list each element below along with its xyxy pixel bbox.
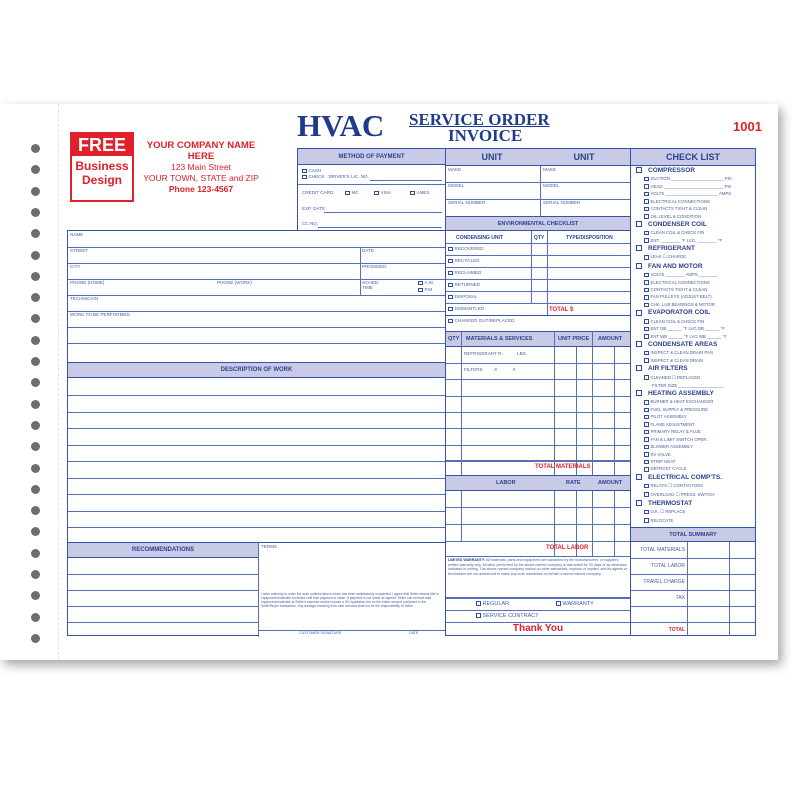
checklist-item[interactable]: BURNER & HEAT EXCHANGER	[636, 399, 752, 404]
col-line	[554, 331, 555, 556]
company-street: 123 Main Street	[170, 162, 231, 172]
checklist-item[interactable]: BLOWER ASSEMBLY	[636, 444, 752, 449]
checklist-heading[interactable]: COMPRESSOR	[636, 167, 752, 174]
service-contract-checkbox[interactable]: SERVICE CONTRACT	[476, 613, 539, 619]
recommendation-line	[68, 590, 258, 591]
condensing-unit-col: CONDENSING UNIT	[456, 235, 503, 241]
description-of-work-header: DESCRIPTION OF WORK	[68, 362, 445, 378]
credit-card-label: CREDIT CARD	[302, 190, 334, 195]
checklist-item[interactable]: CLEAN COIL & CHECK FIN	[636, 230, 752, 235]
checklist-item[interactable]: HEAD _________________________ PSI	[636, 184, 752, 189]
company-city: YOUR TOWN, STATE and ZIP	[143, 173, 259, 183]
rate-header: RATE	[566, 480, 581, 486]
free-design-logo	[70, 132, 134, 202]
material-line	[446, 460, 630, 461]
exp-date-field[interactable]: EXP. DATE	[302, 206, 326, 211]
material-line	[446, 445, 630, 446]
binding-hole	[31, 634, 40, 643]
checklist-item[interactable]: ELECTRICAL CONNECTIONS	[636, 280, 752, 285]
checklist-item[interactable]: FLAME ADJUSTMENT	[636, 422, 752, 427]
binding-hole	[31, 187, 40, 196]
terms-area[interactable]	[259, 542, 446, 636]
promised-field[interactable]: PROMISED	[362, 264, 387, 269]
company-phone: Phone 123-4567	[168, 184, 234, 194]
checklist-item[interactable]: INSPECT & CLEAN DRAIN	[636, 358, 752, 363]
checklist-item[interactable]: INSPECT & CLEAN DRAIN PAN	[636, 350, 752, 355]
description-line	[68, 478, 445, 479]
env-item-disposal[interactable]: DISPOSAL	[448, 294, 477, 299]
unit1-make-field[interactable]: MAKE	[448, 167, 462, 172]
checklist-item[interactable]: PILOT ASSEMBLY	[636, 414, 752, 419]
thank-you-text: Thank You	[512, 623, 564, 634]
checklist-item[interactable]: DEFROST CYCLE	[636, 466, 752, 471]
cc-number-field[interactable]: CC NO.	[302, 221, 319, 226]
total-summary-header: TOTAL SUMMARY	[631, 527, 755, 542]
summary-line	[631, 622, 755, 623]
summary-line	[631, 558, 755, 559]
checklist-header: CHECK LIST	[631, 149, 755, 166]
technician-field[interactable]: TECHNICIAN	[70, 296, 99, 301]
signature-date-field[interactable]: DATE	[409, 631, 419, 635]
logo-business: Business	[75, 159, 129, 173]
labor-line	[446, 524, 630, 525]
description-line	[68, 412, 445, 413]
total-materials-label: TOTAL MATERIALS	[535, 464, 591, 470]
description-line	[68, 428, 445, 429]
company-info	[136, 140, 266, 195]
checklist-item[interactable]: O.K. ☐ REPLACE	[636, 509, 752, 515]
checklist-item[interactable]: SUCTION ______________________ PSI	[636, 176, 752, 181]
environmental-header: ENVIRONMENTAL CHECKLIST	[446, 216, 630, 231]
recommendation-line	[68, 622, 258, 623]
checklist-heading[interactable]: FAN AND MOTOR	[636, 263, 752, 270]
service-order-title: SERVICE ORDER	[409, 110, 550, 129]
sched-time-field[interactable]: SCHED. TIME	[362, 280, 380, 290]
checklist-item[interactable]: ENT DB ______ °F LVG DB ______ °F	[636, 326, 752, 331]
checklist-item[interactable]: STRIP HEAT	[636, 459, 752, 464]
checklist-heading[interactable]: THERMOSTAT	[636, 500, 752, 507]
checklist-item[interactable]: CLEANED ☐ REPLACED	[636, 375, 752, 381]
binding-hole	[31, 613, 40, 622]
limited-warranty-text: LIMITED WARRANTY: All materials, parts and equipment are warranted by the manufacturers' or suppliers' written warranty only. All labor performed by the above named company is warranted for 30 days or as otherwise indicated in writing. The above named company makes no other warranties, express or implied, and its agents or technicians are not authorized to make any such warranties on behalf of above named company.	[448, 558, 628, 576]
description-line	[68, 461, 445, 462]
col-line	[461, 491, 462, 541]
env-item-dismantled[interactable]: DISMANTLED	[448, 306, 484, 311]
recommendations-header: RECOMMENDATIONS	[68, 542, 258, 558]
checklist-item[interactable]: CONTACTS TIGHT & CLEAN	[636, 206, 752, 211]
warranty-checkbox[interactable]: WARRANTY	[556, 601, 594, 607]
env-item-changed-out-replaced[interactable]: CHANGED OUT/REPLACED	[448, 318, 514, 323]
checklist-item[interactable]: RV VALVE	[636, 452, 752, 457]
description-line	[68, 511, 445, 512]
material-line	[446, 412, 630, 413]
terms-label: TERMS	[261, 544, 278, 549]
binding-hole	[31, 208, 40, 217]
regular-checkbox[interactable]: REGULAR	[476, 601, 509, 607]
checklist-item[interactable]: PRIMARY RELAY & FLUE	[636, 429, 752, 434]
city-field[interactable]: CITY	[70, 264, 81, 269]
row-line	[446, 255, 630, 256]
env-item-recovered[interactable]: RECOVERED	[448, 246, 484, 251]
checklist-heading[interactable]: EVAPORATOR COIL	[636, 309, 752, 316]
date-field[interactable]: DATE	[362, 248, 374, 253]
material-line	[446, 396, 630, 397]
labor-line	[446, 507, 630, 508]
binding-hole	[31, 144, 40, 153]
name-field[interactable]: NAME	[70, 232, 84, 237]
checklist-item[interactable]: VOLTS ________ AMPS ________	[636, 272, 752, 277]
unit2-make-field[interactable]: MAKE	[543, 167, 557, 172]
binding-hole	[31, 251, 40, 260]
logo-design: Design	[81, 173, 122, 187]
hvac-title: HVAC	[297, 108, 385, 143]
qty-col: QTY	[534, 235, 545, 241]
col-line	[461, 331, 462, 475]
checklist-heading[interactable]: REFRIGERANT	[636, 245, 752, 252]
checklist-item[interactable]: RELOCATE	[636, 518, 752, 523]
env-item-reclaimed[interactable]: RECLAIMED	[448, 270, 481, 275]
material-line	[446, 363, 630, 364]
row-line	[446, 279, 630, 280]
description-line	[68, 494, 445, 495]
unit1-serial-field[interactable]: SERIAL NUMBER	[448, 200, 486, 205]
recommendation-line	[68, 574, 258, 575]
checklist-item[interactable]: ENT. ________ °F LVG. ________ °F	[636, 238, 752, 243]
checklist-heading[interactable]: ELECTRICAL COMP'TS.	[636, 474, 752, 481]
checklist-item[interactable]: ENT WB ______ °F LVG WB ______ °F	[636, 334, 752, 339]
binding-hole	[31, 549, 40, 558]
labor-line	[446, 556, 630, 557]
refrigerant-row[interactable]: REFRIGERANT R- LBS.	[464, 351, 527, 356]
binding-hole	[31, 336, 40, 345]
binding-hole	[31, 421, 40, 430]
summary-travel-charge: TRAVEL CHARGE	[643, 579, 685, 585]
env-item-recycled[interactable]: RECYCLED	[448, 258, 480, 263]
checklist-item[interactable]: FUEL SUPPLY & PRESSURE	[636, 407, 752, 412]
unit-price-header: UNIT PRICE	[558, 336, 590, 342]
type-disposition-col: TYPE/DISPOSITION	[566, 235, 613, 241]
description-line	[68, 527, 445, 528]
checklist-heading[interactable]: CONDENSATE AREAS	[636, 341, 752, 348]
total-labor-label: TOTAL LABOR	[546, 545, 589, 551]
labor-header: LABOR	[496, 480, 516, 486]
binding-hole	[31, 570, 40, 579]
payment-header: METHOD OF PAYMENT	[298, 149, 445, 165]
checklist-heading[interactable]: CONDENSER COIL	[636, 221, 752, 228]
checklist-item[interactable]: ELECTRICAL CONNECTIONS	[636, 199, 752, 204]
env-item-returned[interactable]: RETURNED	[448, 282, 480, 287]
unit1-model-field[interactable]: MODEL	[448, 183, 465, 188]
row-line	[68, 295, 445, 296]
row-line	[446, 243, 630, 244]
checklist-item[interactable]: LEAK ☐ CHARGE	[636, 254, 752, 260]
row-line	[68, 279, 445, 280]
binding-hole	[31, 357, 40, 366]
unit-header: UNIT UNIT	[446, 149, 630, 166]
customer-signature-field[interactable]: CUSTOMER SIGNATURE	[299, 631, 342, 635]
summary-tax: TAX	[675, 595, 685, 601]
mc-checkbox[interactable]: MC	[345, 190, 359, 195]
authorization-text: I have authority to order the work outlined above which has been satisfactorily completed. I agree that Seller retains title to equipment/materials furnished until final payment is made. If payment is not made as agreed, Seller can remove said equipment/materials at Seller's expense and/or impose a 3% liquidation fee on the entire amount contained in the Seller/Buyer transaction. Any damage resulting from said removal shall not be the responsibility of Seller.	[261, 592, 439, 608]
summary-line	[631, 606, 755, 607]
payment-section	[297, 148, 446, 231]
checklist-item[interactable]: CHK. LUB BEARINGS & MOTOR	[636, 302, 752, 307]
company-name: YOUR COMPANY NAME HERE	[146, 140, 256, 162]
check-checkbox[interactable]: CHECK DRIVER'S LIC. NO.	[302, 174, 369, 179]
visa-checkbox[interactable]: VISA	[374, 190, 391, 195]
summary-line	[631, 590, 755, 591]
qty-header: QTY	[448, 336, 460, 342]
checklist-item[interactable]: RELAYS ☐ CONTACTORS	[636, 483, 752, 489]
summary-total-materials: TOTAL MATERIALS	[640, 547, 685, 553]
row-line	[446, 303, 630, 304]
checklist-item[interactable]: VOLTS ______________________ AMPS	[636, 191, 752, 196]
materials-header: MATERIALS & SERVICES	[466, 336, 533, 342]
phone-home-field[interactable]: PHONE (HOME)	[70, 280, 105, 285]
description-line	[68, 395, 445, 396]
binding-hole	[31, 272, 40, 281]
summary-line	[631, 574, 755, 575]
pm-checkbox[interactable]: P.M.	[418, 287, 433, 292]
binding-hole	[31, 400, 40, 409]
work-to-be-performed-field[interactable]: WORK TO BE PERFORMED	[70, 312, 130, 317]
am-checkbox[interactable]: A.M.	[418, 280, 434, 285]
summary-total-labor: TOTAL LABOR	[651, 563, 685, 569]
row-line	[68, 343, 445, 344]
amex-checkbox[interactable]: AMEX	[410, 190, 430, 195]
unit-section	[445, 148, 631, 323]
checklist-items	[636, 167, 752, 523]
filters-row[interactable]: FILTERS X X	[464, 367, 516, 372]
labor-amount-header: AMOUNT	[598, 480, 623, 486]
description-line	[68, 445, 445, 446]
checklist-heading[interactable]: HEATING ASSEMBLY	[636, 390, 752, 397]
binding-hole	[31, 485, 40, 494]
invoice-title: INVOICE	[448, 126, 523, 145]
checklist-item[interactable]: OIL LEVEL & CONDITION	[636, 214, 752, 219]
unit2-model-field[interactable]: MODEL	[543, 183, 560, 188]
col-line	[592, 331, 593, 556]
checklist-item[interactable]: FAN & LIMIT SWITCH OPER.	[636, 437, 752, 442]
perforation-line	[58, 104, 59, 660]
cash-checkbox[interactable]: CASH	[302, 168, 321, 173]
checklist-item[interactable]: CONTACTS TIGHT & CLEAN	[636, 287, 752, 292]
material-line	[446, 379, 630, 380]
checklist-item[interactable]: FAN PULLEYS (ADJUST BELT)	[636, 294, 752, 299]
checklist-item[interactable]: CLEAN COIL & CHECK FIN	[636, 319, 752, 324]
recommendation-line	[68, 606, 258, 607]
binding-hole	[31, 464, 40, 473]
logo-free: FREE	[72, 134, 132, 156]
materials-labor-section	[445, 315, 631, 636]
checklist-heading[interactable]: AIR FILTERS	[636, 365, 752, 372]
row-line	[68, 247, 445, 248]
material-line	[446, 428, 630, 429]
labor-line	[446, 541, 630, 542]
checklist-item[interactable]: FILTER SIZE ___________________	[652, 382, 724, 388]
row-line	[68, 327, 445, 328]
row-line	[446, 291, 630, 292]
amount-header: AMOUNT	[598, 336, 623, 342]
phone-work-field[interactable]: PHONE (WORK)	[217, 280, 252, 285]
row-line	[446, 267, 630, 268]
environmental-total: TOTAL $	[549, 307, 574, 313]
checklist-item[interactable]: OVERLOAD ☐ PRESS. SWITCH	[636, 492, 752, 498]
row-line	[68, 263, 445, 264]
street-field[interactable]: STREET	[70, 248, 89, 253]
summary-total: TOTAL	[668, 627, 685, 633]
customer-section	[67, 230, 446, 636]
invoice-number: 1001	[733, 119, 762, 134]
unit2-serial-field[interactable]: SERIAL NUMBER	[543, 200, 581, 205]
